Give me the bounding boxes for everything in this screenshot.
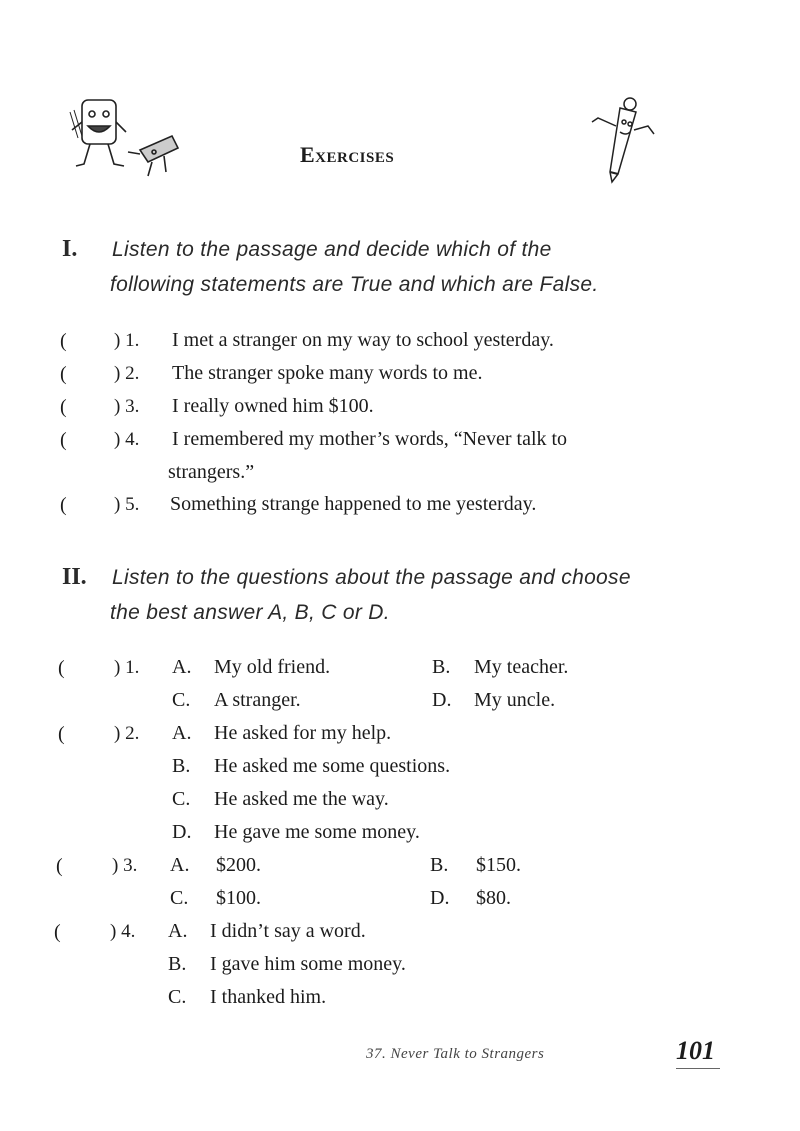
item-number: ) 3.: [114, 396, 140, 417]
option-text: I thanked him.: [210, 986, 327, 1008]
option-text: $80.: [476, 887, 511, 909]
option-text: I didn’t say a word.: [210, 920, 366, 942]
item-number: ) 4.: [114, 429, 140, 450]
section-instruction: Listen to the questions about the passage and choose: [112, 566, 631, 589]
lesson-title: 37. Never Talk to Strangers: [366, 1046, 545, 1062]
option-label: C.: [172, 689, 191, 711]
divider: [676, 1068, 720, 1069]
option-text: He asked me the way.: [214, 788, 389, 810]
option-label: D.: [432, 689, 452, 711]
item-number: ) 1.: [114, 657, 140, 678]
option-label: C.: [172, 788, 191, 810]
option-text: He gave me some money.: [214, 821, 420, 843]
section-instruction: Listen to the passage and decide which of the: [112, 238, 552, 261]
section-instruction: the best answer A, B, C or D.: [110, 601, 390, 624]
option-label: C.: [168, 986, 187, 1008]
option-text: I gave him some money.: [210, 953, 406, 975]
answer-blank[interactable]: (: [60, 330, 67, 352]
pencil-character-icon: [590, 96, 660, 186]
answer-blank[interactable]: (: [60, 494, 67, 516]
answer-blank[interactable]: (: [58, 657, 65, 679]
statement-text: I really owned him $100.: [172, 395, 374, 417]
option-text: A stranger.: [214, 689, 301, 711]
option-text: My teacher.: [474, 656, 569, 678]
page-number: 101: [676, 1036, 715, 1065]
item-number: ) 4.: [110, 921, 136, 942]
option-text: $100.: [216, 887, 261, 909]
statement-text: I remembered my mother’s words, “Never talk to: [172, 428, 568, 450]
option-label: B.: [430, 854, 449, 876]
answer-blank[interactable]: (: [60, 429, 67, 451]
option-text: $150.: [476, 854, 521, 876]
item-number: ) 5.: [114, 494, 140, 515]
option-label: B.: [432, 656, 451, 678]
option-text: My old friend.: [214, 656, 331, 678]
option-label: B.: [168, 953, 187, 975]
answer-blank[interactable]: (: [60, 396, 67, 418]
option-label: A.: [168, 920, 188, 942]
item-number: ) 2.: [114, 723, 140, 744]
answer-blank[interactable]: (: [54, 921, 61, 943]
option-text: My uncle.: [474, 689, 556, 711]
item-number: ) 2.: [114, 363, 140, 384]
answer-blank[interactable]: (: [60, 363, 67, 385]
option-label: C.: [170, 887, 189, 909]
page-title: Exercises: [300, 142, 395, 167]
option-text: He asked for my help.: [214, 722, 392, 744]
option-label: A.: [170, 854, 190, 876]
section-numeral: I.: [62, 236, 78, 262]
option-label: A.: [172, 656, 192, 678]
statement-text: I met a stranger on my way to school yesterday.: [172, 329, 554, 351]
statement-text: Something strange happened to me yesterday.: [170, 493, 537, 515]
section-numeral: II.: [62, 564, 87, 590]
item-number: ) 1.: [114, 330, 140, 351]
statement-text: The stranger spoke many words to me.: [172, 362, 483, 384]
cartoon-people-icon: [68, 92, 188, 182]
option-label: D.: [430, 887, 450, 909]
option-label: B.: [172, 755, 191, 777]
option-text: He asked me some questions.: [214, 755, 451, 777]
answer-blank[interactable]: (: [58, 723, 65, 745]
option-label: A.: [172, 722, 192, 744]
option-text: $200.: [216, 854, 261, 876]
item-number: ) 3.: [112, 855, 138, 876]
answer-blank[interactable]: (: [56, 855, 63, 877]
section-instruction: following statements are True and which are False.: [110, 273, 599, 296]
statement-text-continued: strangers.”: [168, 461, 255, 483]
option-label: D.: [172, 821, 192, 843]
